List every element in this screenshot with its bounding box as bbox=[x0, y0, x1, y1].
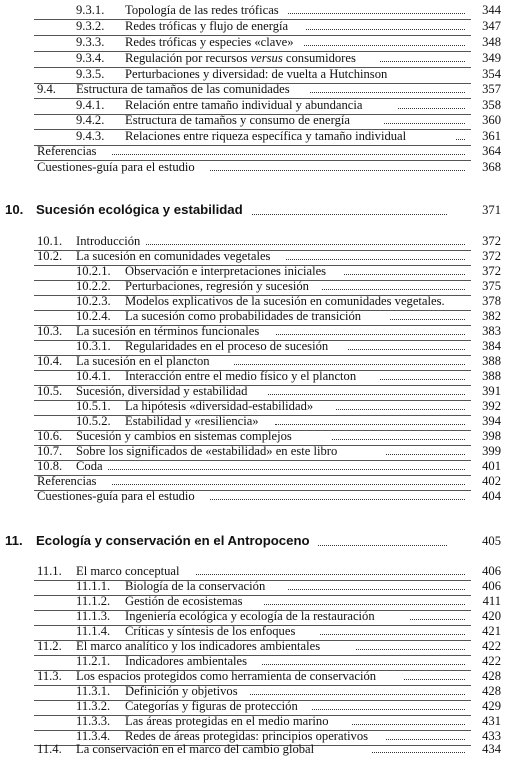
entry-number: 11.3.1. bbox=[76, 684, 111, 698]
entry-title-part: consumidores bbox=[282, 51, 356, 65]
toc-entry-9-3-3[interactable] bbox=[0, 34, 507, 50]
entry-page: 378 bbox=[482, 294, 501, 308]
entry-page: 422 bbox=[482, 654, 501, 668]
entry-number: 10.2.2. bbox=[76, 279, 111, 293]
entry-page: 372 bbox=[482, 234, 501, 248]
toc-entry-11-1[interactable] bbox=[0, 563, 507, 579]
toc-entry-11-2-1[interactable] bbox=[0, 653, 507, 669]
dot-leader bbox=[372, 752, 465, 753]
entry-page: 372 bbox=[482, 264, 501, 278]
dot-leader bbox=[146, 244, 465, 245]
dot-leader bbox=[390, 319, 465, 320]
entry-number: 10.5.2. bbox=[76, 414, 111, 428]
entry-page: 388 bbox=[482, 369, 501, 383]
entry-number: 9.3.2. bbox=[76, 19, 105, 33]
entry-number: 10.5.1. bbox=[76, 399, 111, 413]
entry-page: 428 bbox=[482, 684, 501, 698]
entry-title: Las áreas protegidas en el medio marino bbox=[125, 714, 329, 728]
dot-leader bbox=[286, 259, 465, 260]
dot-leader bbox=[234, 364, 465, 365]
entry-page: 348 bbox=[482, 35, 501, 49]
dot-leader bbox=[356, 649, 465, 650]
entry-title: Interacción entre el medio físico y el plancton bbox=[125, 369, 357, 383]
entry-title: Cuestiones-guía para el estudio bbox=[37, 160, 195, 174]
entry-title: La hipótesis «diversidad-estabilidad» bbox=[125, 399, 314, 413]
entry-number: 11.2. bbox=[37, 639, 62, 653]
entry-page: 401 bbox=[482, 459, 501, 473]
entry-number: 10.2. bbox=[37, 249, 63, 263]
toc-entry-9-3-1[interactable] bbox=[0, 2, 507, 18]
entry-number: 9.3.5. bbox=[76, 67, 105, 81]
entry-page: 358 bbox=[482, 98, 501, 112]
entry-page: 361 bbox=[482, 129, 501, 143]
entry-title: La sucesión en términos funcionales bbox=[76, 324, 260, 338]
dot-leader bbox=[410, 619, 465, 620]
entry-title: Indicadores ambientales bbox=[125, 654, 248, 668]
dot-leader bbox=[322, 289, 465, 290]
entry-title: Estructura de tamaños y consumo de energía bbox=[125, 113, 350, 127]
entry-title: Definición y objetivos bbox=[125, 684, 238, 698]
toc-entry-referencias-9[interactable] bbox=[0, 143, 507, 159]
toc-entry-cuestiones-9[interactable] bbox=[0, 159, 507, 175]
entry-title: Perturbaciones, regresión y sucesión bbox=[125, 279, 309, 293]
entry-title: La sucesión como probabilidades de transición bbox=[125, 309, 362, 323]
toc-entry-10-7[interactable] bbox=[0, 443, 507, 459]
toc-entry-11-1-3[interactable] bbox=[0, 608, 507, 624]
dot-leader bbox=[112, 484, 465, 485]
entry-title: Sucesión, diversidad y estabilidad bbox=[76, 384, 248, 398]
entry-title: La sucesión en comunidades vegetales bbox=[76, 249, 271, 263]
entry-page: 383 bbox=[482, 324, 501, 338]
entry-page: 372 bbox=[482, 249, 501, 263]
dot-leader bbox=[210, 170, 465, 171]
entry-page: 431 bbox=[482, 714, 501, 728]
entry-number: 9.3.4. bbox=[76, 51, 105, 65]
entry-page: 429 bbox=[482, 699, 501, 713]
entry-number: 10.2.4. bbox=[76, 309, 111, 323]
entry-title: Referencias bbox=[37, 144, 97, 158]
dot-leader bbox=[336, 409, 465, 410]
toc-entry-9-4-3[interactable] bbox=[0, 128, 507, 144]
toc-entry-11-3-2[interactable] bbox=[0, 698, 507, 714]
entry-title: Redes tróficas y especies «clave» bbox=[125, 35, 294, 49]
dot-leader bbox=[250, 694, 465, 695]
toc-entry-11-2[interactable] bbox=[0, 638, 507, 654]
dot-leader bbox=[312, 709, 465, 710]
dot-leader bbox=[196, 574, 465, 575]
entry-title: Críticas y síntesis de los enfoques bbox=[125, 624, 296, 638]
toc-entry-11-1-1[interactable] bbox=[0, 578, 507, 594]
entry-title: Sobre los significados de «estabilidad» en este libro bbox=[76, 444, 338, 458]
entry-title-italic: versus bbox=[250, 51, 283, 65]
chapter-heading-10[interactable] bbox=[0, 200, 507, 220]
entry-page: 406 bbox=[482, 579, 501, 593]
entry-page: 391 bbox=[482, 384, 501, 398]
entry-page: 375 bbox=[482, 279, 501, 293]
entry-number: 11.1.2. bbox=[76, 594, 111, 608]
entry-page: 349 bbox=[482, 51, 501, 65]
entry-number: 9.4.3. bbox=[76, 129, 105, 143]
toc-entry-10-2-2[interactable] bbox=[0, 278, 507, 294]
entry-page: 388 bbox=[482, 354, 501, 368]
entry-title: Estructura de tamaños de las comunidades bbox=[76, 82, 290, 96]
entry-title: Relación entre tamaño individual y abundancia bbox=[125, 98, 363, 112]
dot-leader bbox=[352, 724, 465, 725]
dot-leader bbox=[264, 604, 465, 605]
entry-page: 398 bbox=[482, 429, 501, 443]
toc-entry-9-3-5[interactable] bbox=[0, 66, 507, 82]
dot-leader bbox=[252, 214, 447, 215]
entry-number: 11.3.3. bbox=[76, 714, 111, 728]
entry-number: 11.4. bbox=[37, 742, 62, 756]
toc-entry-11-1-2[interactable] bbox=[0, 593, 507, 609]
dot-leader bbox=[304, 45, 465, 46]
dot-leader bbox=[386, 739, 465, 740]
entry-number: 11.1.1. bbox=[76, 579, 111, 593]
entry-page: 399 bbox=[482, 444, 501, 458]
entry-page: 360 bbox=[482, 113, 501, 127]
dot-leader bbox=[112, 154, 465, 155]
entry-page: 364 bbox=[482, 144, 501, 158]
dot-leader bbox=[398, 108, 465, 109]
toc-entry-10-5[interactable] bbox=[0, 383, 507, 399]
chapter-title: Sucesión ecológica y estabilidad bbox=[36, 202, 243, 217]
toc-entry-10-4-1[interactable] bbox=[0, 368, 507, 384]
toc-entry-10-2[interactable] bbox=[0, 248, 507, 264]
entry-number: 11.1.3. bbox=[76, 609, 111, 623]
entry-number: 9.4. bbox=[37, 82, 56, 96]
entry-page: 382 bbox=[482, 309, 501, 323]
toc-entry-10-2-4[interactable] bbox=[0, 308, 507, 324]
dot-leader bbox=[306, 29, 465, 30]
toc-entry-10-1[interactable] bbox=[0, 233, 507, 249]
entry-title-part: Regulación por recursos bbox=[125, 51, 251, 65]
entry-number: 9.3.1. bbox=[76, 3, 105, 17]
dot-leader bbox=[262, 664, 465, 665]
entry-page: 354 bbox=[482, 67, 501, 81]
entry-title: Sucesión y cambios en sistemas complejos bbox=[76, 429, 292, 443]
toc-entry-9-4-1[interactable] bbox=[0, 97, 507, 113]
toc-entry-9-4-2[interactable] bbox=[0, 112, 507, 128]
chapter-heading-11[interactable] bbox=[0, 531, 507, 551]
toc-entry-10-3[interactable] bbox=[0, 323, 507, 339]
dot-leader bbox=[275, 424, 465, 425]
entry-number: 10.4.1. bbox=[76, 369, 111, 383]
entry-page: 428 bbox=[482, 669, 501, 683]
entry-page: 404 bbox=[482, 489, 501, 503]
entry-title: Observación e interpretaciones iniciales bbox=[125, 264, 327, 278]
entry-number: 9.3.3. bbox=[76, 35, 105, 49]
entry-page: 402 bbox=[482, 474, 501, 488]
dot-leader bbox=[384, 123, 465, 124]
dot-leader bbox=[318, 545, 447, 546]
entry-number: 10.1. bbox=[37, 234, 63, 248]
entry-title: Referencias bbox=[37, 474, 97, 488]
dot-leader bbox=[310, 92, 465, 93]
chapter-number: 11. bbox=[5, 533, 23, 548]
entry-number: 11.2.1. bbox=[76, 654, 111, 668]
entry-title: El marco conceptual bbox=[76, 564, 180, 578]
entry-page: 422 bbox=[482, 639, 501, 653]
chapter-page: 405 bbox=[482, 534, 501, 548]
toc-entry-referencias-10[interactable] bbox=[0, 473, 507, 489]
dot-leader bbox=[288, 589, 465, 590]
dot-leader bbox=[108, 469, 465, 470]
entry-title: Gestión de ecosistemas bbox=[125, 594, 243, 608]
entry-number: 11.3.2. bbox=[76, 699, 111, 713]
entry-page: 434 bbox=[482, 742, 501, 756]
dot-leader bbox=[380, 61, 465, 62]
entry-page: 368 bbox=[482, 160, 501, 174]
toc-entry-10-5-1[interactable] bbox=[0, 398, 507, 414]
entry-number: 10.2.1. bbox=[76, 264, 111, 278]
entry-title: Perturbaciones y diversidad: de vuelta a Hutchinson bbox=[125, 67, 388, 81]
entry-page: 420 bbox=[482, 609, 501, 623]
entry-number: 10.3. bbox=[37, 324, 63, 338]
entry-title: Cuestiones-guía para el estudio bbox=[37, 489, 195, 503]
entry-number: 10.4. bbox=[37, 354, 63, 368]
entry-number: 10.3.1. bbox=[76, 339, 111, 353]
entry-title: Categorías y figuras de protección bbox=[125, 699, 298, 713]
entry-page: 394 bbox=[482, 414, 501, 428]
entry-number: 11.1. bbox=[37, 564, 62, 578]
entry-title: Regularidades en el proceso de sucesión bbox=[125, 339, 329, 353]
entry-number: 10.6. bbox=[37, 429, 63, 443]
toc-entry-10-3-1[interactable] bbox=[0, 338, 507, 354]
entry-title: La conservación en el marco del cambio global bbox=[76, 742, 315, 756]
toc-entry-11-3[interactable] bbox=[0, 668, 507, 684]
entry-title: El marco analítico y los indicadores ambientales bbox=[76, 639, 321, 653]
dot-leader bbox=[320, 634, 465, 635]
toc-entry-9-3-4[interactable] bbox=[0, 50, 507, 66]
entry-title: Redes tróficas y flujo de energía bbox=[125, 19, 289, 33]
entry-number: 11.3.4. bbox=[76, 729, 111, 743]
entry-number: 10.8. bbox=[37, 459, 63, 473]
dot-leader bbox=[386, 454, 465, 455]
toc-entry-10-6[interactable] bbox=[0, 428, 507, 444]
entry-number: 11.1.4. bbox=[76, 624, 111, 638]
entry-title: Topología de las redes tróficas bbox=[125, 3, 279, 17]
chapter-number: 10. bbox=[5, 202, 24, 217]
entry-title bbox=[125, 50, 356, 66]
entry-page: 421 bbox=[482, 624, 501, 638]
entry-title: Coda bbox=[76, 459, 103, 473]
toc-entry-cuestiones-10[interactable] bbox=[0, 488, 507, 504]
entry-page: 347 bbox=[482, 19, 501, 33]
dot-leader bbox=[404, 679, 465, 680]
toc-entry-11-3-1[interactable] bbox=[0, 683, 507, 699]
dot-leader bbox=[344, 274, 465, 275]
dot-leader bbox=[332, 439, 465, 440]
toc-entry-11-4[interactable] bbox=[0, 741, 507, 757]
entry-page: 406 bbox=[482, 564, 501, 578]
entry-page: 411 bbox=[482, 594, 501, 608]
dot-leader bbox=[210, 499, 465, 500]
entry-title: Relaciones entre riqueza específica y tamaño individual bbox=[125, 129, 407, 143]
entry-page: 433 bbox=[482, 729, 501, 743]
entry-page: 392 bbox=[482, 399, 501, 413]
entry-number: 9.4.1. bbox=[76, 98, 105, 112]
dot-leader bbox=[268, 394, 465, 395]
dot-leader bbox=[348, 349, 465, 350]
toc-entry-11-1-4[interactable] bbox=[0, 623, 507, 639]
entry-title: Biología de la conservación bbox=[125, 579, 266, 593]
entry-title: Redes de áreas protegidas: principios operativos bbox=[125, 729, 369, 743]
toc-entry-9-3-2[interactable] bbox=[0, 18, 507, 34]
dot-leader bbox=[276, 334, 465, 335]
toc-entry-10-2-3[interactable] bbox=[0, 293, 507, 309]
entry-title: Los espacios protegidos como herramienta de conservación bbox=[76, 669, 377, 683]
chapter-title: Ecología y conservación en el Antropoceno bbox=[36, 533, 310, 548]
toc-entry-10-2-1[interactable] bbox=[0, 263, 507, 279]
entry-number: 10.7. bbox=[37, 444, 63, 458]
dot-leader bbox=[288, 13, 465, 14]
toc-entry-10-8[interactable] bbox=[0, 458, 507, 474]
entry-page: 344 bbox=[482, 3, 501, 17]
toc-entry-11-3-3[interactable] bbox=[0, 713, 507, 729]
entry-title: Estabilidad y «resiliencia» bbox=[125, 414, 259, 428]
dot-leader bbox=[380, 379, 465, 380]
entry-page: 384 bbox=[482, 339, 501, 353]
entry-title: Modelos explicativos de la sucesión en comunidades vegetales. bbox=[125, 294, 445, 308]
entry-title: Introducción bbox=[76, 234, 141, 248]
entry-title: Ingeniería ecológica y ecología de la restauración bbox=[125, 609, 375, 623]
toc-entry-9-4[interactable] bbox=[0, 81, 507, 97]
entry-page: 357 bbox=[482, 82, 501, 96]
entry-number: 11.3. bbox=[37, 669, 62, 683]
entry-title: La sucesión en el plancton bbox=[76, 354, 210, 368]
entry-number: 9.4.2. bbox=[76, 113, 105, 127]
toc-entry-10-5-2[interactable] bbox=[0, 413, 507, 429]
entry-number: 10.2.3. bbox=[76, 294, 111, 308]
chapter-page: 371 bbox=[482, 203, 501, 217]
toc-entry-10-4[interactable] bbox=[0, 353, 507, 369]
entry-number: 10.5. bbox=[37, 384, 63, 398]
